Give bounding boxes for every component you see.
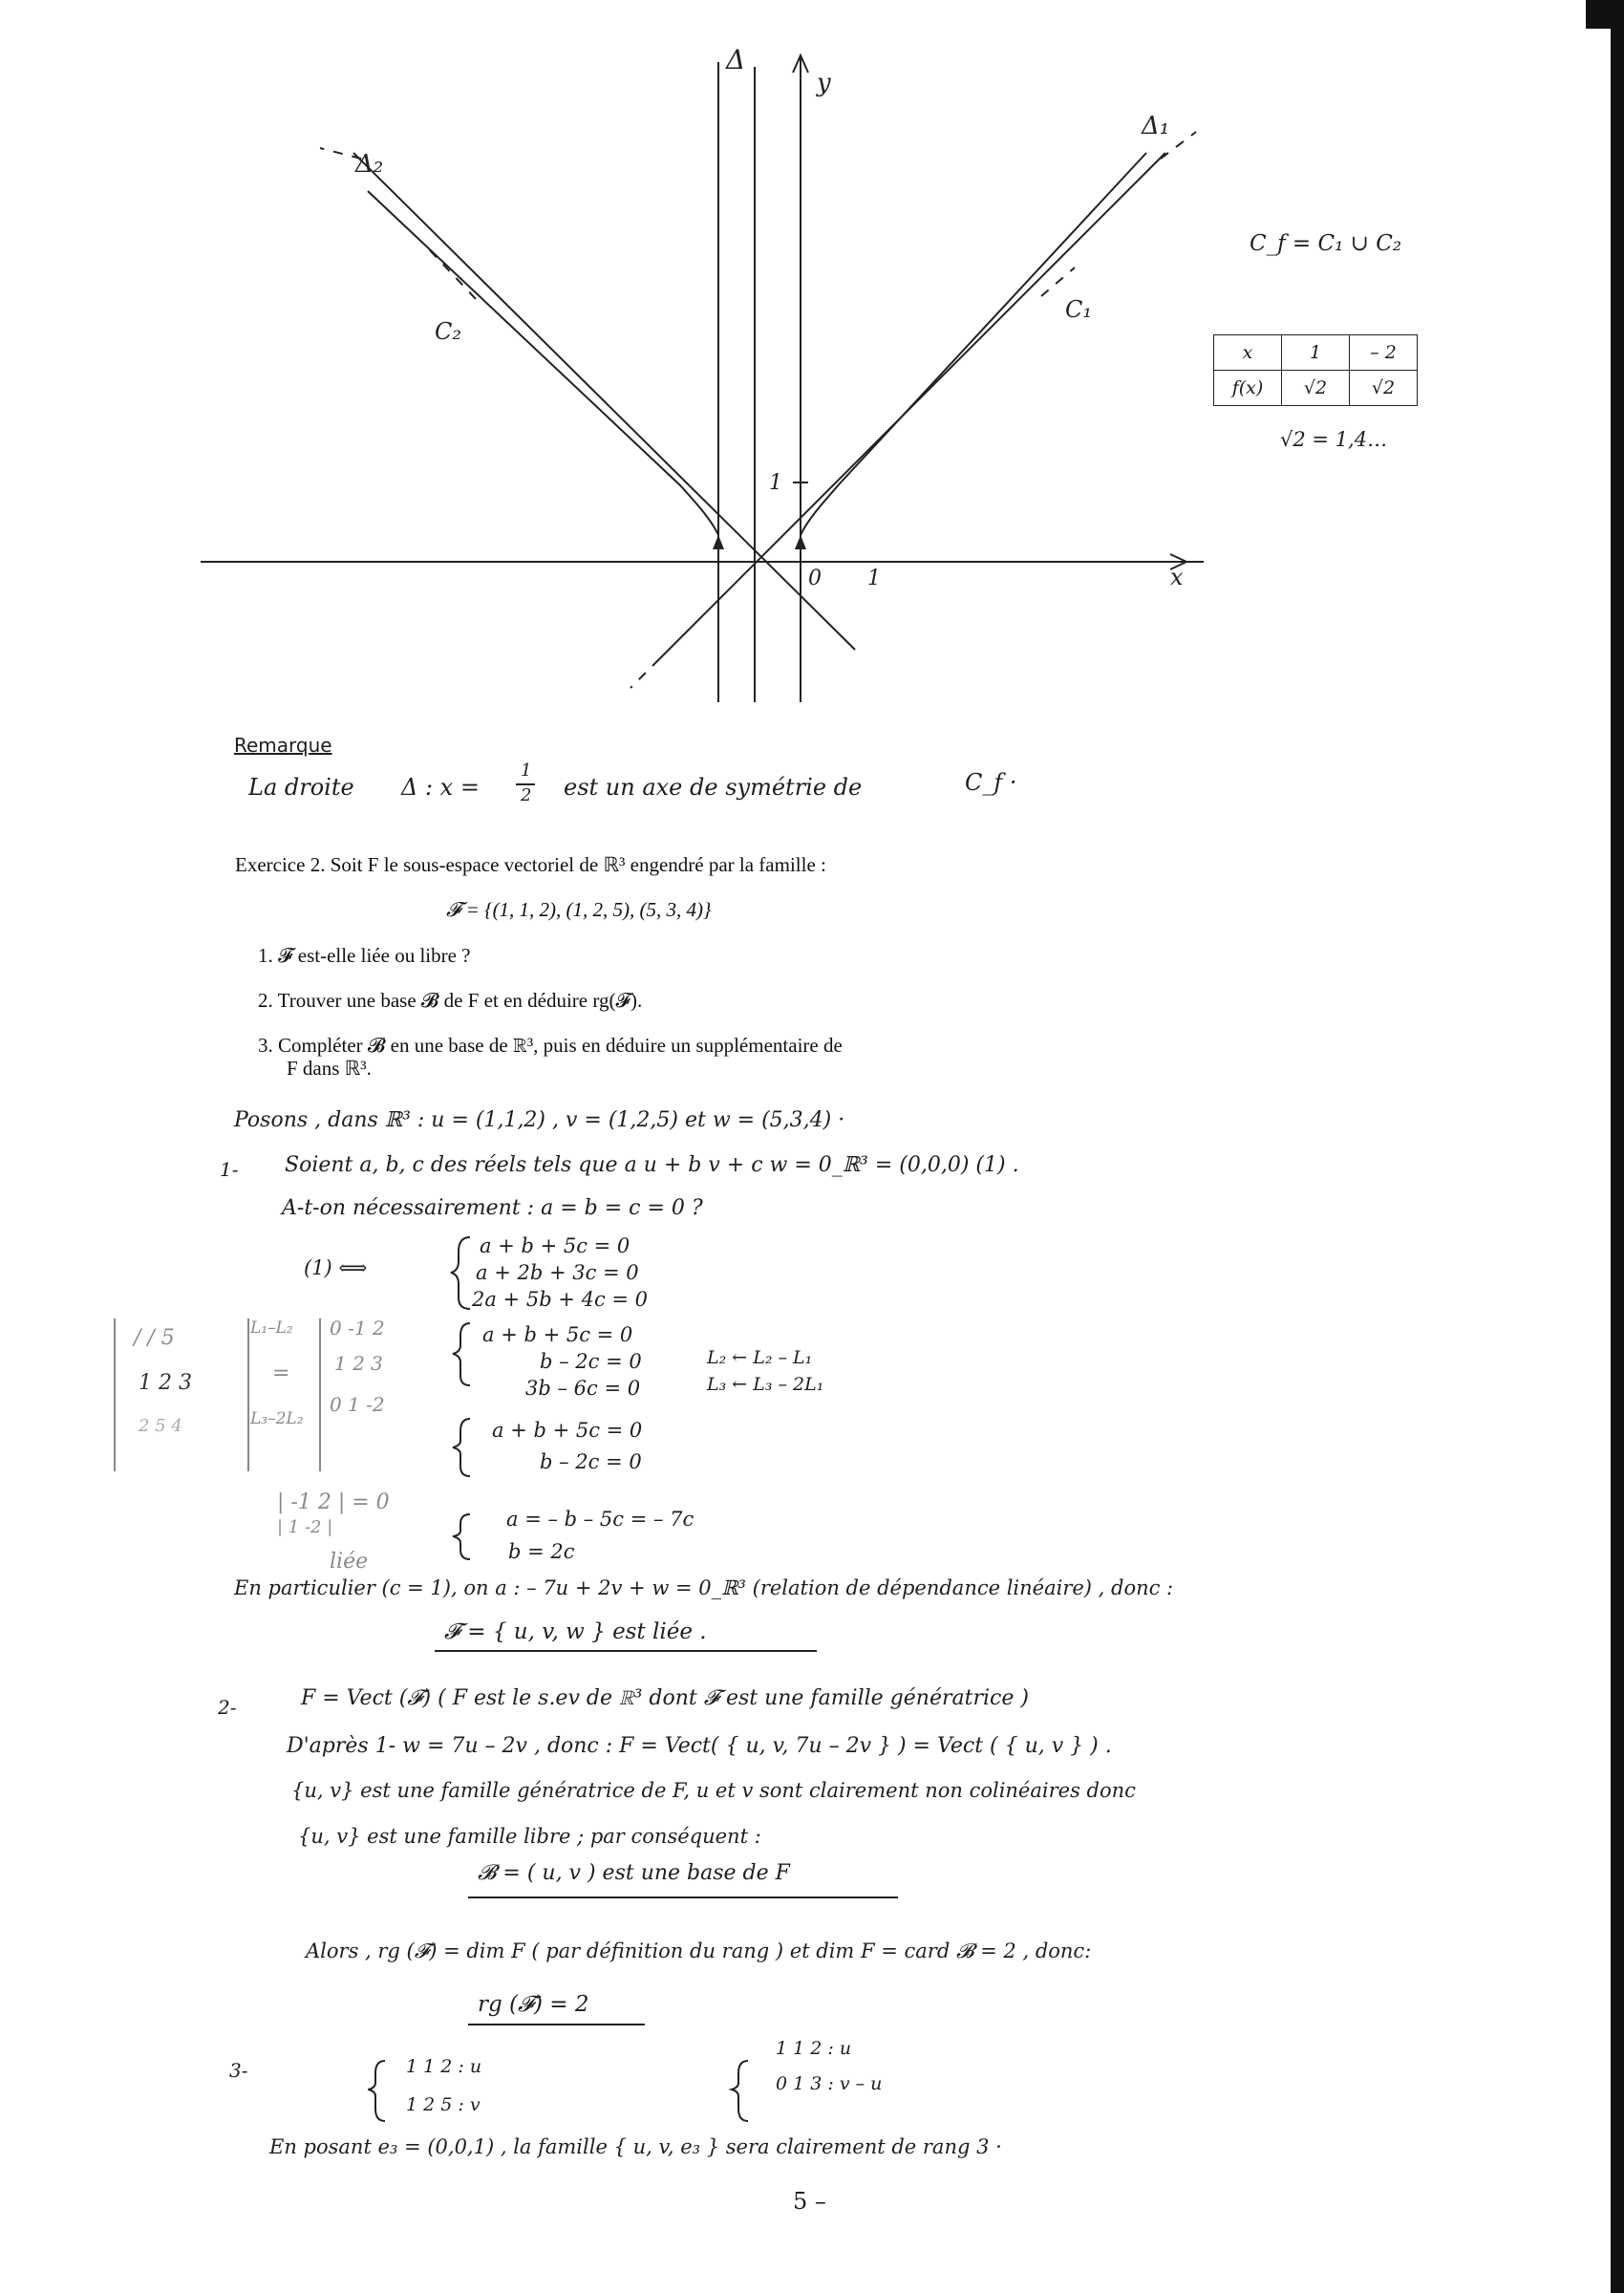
sys2-eq2: b – 2c = 0 bbox=[540, 1350, 642, 1373]
exercice-q3a: 3. Compléter 𝓑 en une base de ℝ³, puis en déduire un supplémentaire de bbox=[258, 1034, 843, 1057]
sys3-eq1: a + b + 5c = 0 bbox=[492, 1419, 643, 1442]
table-row-fx: f(x) bbox=[1214, 371, 1282, 406]
asymptote-dash-left bbox=[430, 250, 478, 301]
margin-r2: 1 2 3 bbox=[334, 1352, 383, 1375]
sys2-eq1: a + b + 5c = 0 bbox=[482, 1323, 633, 1346]
c2-start-arrow bbox=[713, 535, 724, 549]
base-result: 𝓑 = ( u, v ) est une base de F bbox=[478, 1861, 790, 1885]
s3-sys2-row1: 1 1 2 : u bbox=[776, 2038, 852, 2059]
s3-number: 3- bbox=[229, 2059, 248, 2082]
table-header-1: 1 bbox=[1282, 335, 1350, 371]
one-y-label: 1 bbox=[769, 471, 782, 495]
page-number: 5 – bbox=[793, 2188, 826, 2215]
s1-number: 1- bbox=[220, 1158, 239, 1181]
alors-line: Alors , rg (𝓕) = dim F ( par définition du rang ) et dim F = card 𝓑 = 2 , donc: bbox=[306, 1939, 1092, 1962]
c1-start-arrow bbox=[795, 535, 806, 549]
zero-label: 0 bbox=[808, 567, 822, 590]
s2-apres: D'après 1- w = 7u – 2v , donc : F = Vect( { u, v, 7u – 2v } ) = Vect ( { u, v } ) . bbox=[287, 1734, 1112, 1758]
delta-dash-bottom-left bbox=[630, 659, 659, 688]
en-particulier-line: En particulier (c = 1), on a : – 7u + 2v + w = 0_ℝ³ (relation de dépendance linéaire) , donc : bbox=[234, 1576, 1174, 1599]
sqrt-note: √2 = 1,4… bbox=[1280, 428, 1388, 451]
table-header-x: x bbox=[1214, 335, 1282, 371]
c1-label: C₁ bbox=[1065, 296, 1092, 323]
curve-c2 bbox=[368, 191, 718, 535]
exercice-family: 𝓕 = {(1, 1, 2), (1, 2, 5), (5, 3, 4)} bbox=[446, 898, 712, 921]
delta1-line bbox=[659, 153, 1165, 659]
op-l2: L₂ ← L₂ – L₁ bbox=[707, 1347, 813, 1368]
sys4-eq1: a = – b – 5c = – 7c bbox=[506, 1508, 694, 1531]
remarque-text-c: est un axe de symétrie de bbox=[564, 774, 863, 801]
s2-generatrice: {u, v} est une famille génératrice de F, u et v sont clairement non colinéaires donc bbox=[291, 1779, 1136, 1802]
remarque-frac-den: 2 bbox=[521, 785, 532, 805]
y-label: y bbox=[817, 69, 831, 97]
x-label: x bbox=[1170, 564, 1184, 590]
sys1-eq3: 2a + 5b + 4c = 0 bbox=[472, 1288, 649, 1311]
base-underline bbox=[468, 1897, 898, 1898]
exercice-statement: Exercice 2. Soit F le sous-espace vectoriel de ℝ³ engendré par la famille : bbox=[235, 853, 826, 876]
margin-op-a: L₁–L₂ bbox=[250, 1318, 293, 1338]
margin-matrix-bars bbox=[105, 1309, 353, 1481]
sys4-eq2: b = 2c bbox=[508, 1540, 575, 1563]
margin-op-b: = bbox=[272, 1361, 290, 1385]
sys1-eq2: a + 2b + 3c = 0 bbox=[476, 1261, 639, 1284]
equiv-sign: (1) ⟺ bbox=[304, 1256, 368, 1279]
rang-underline bbox=[468, 2024, 645, 2025]
s1-line: Soient a, b, c des réels tels que a u + b v + c w = 0_ℝ³ = (0,0,0) (1) . bbox=[285, 1153, 1019, 1177]
s2-libre: {u, v} est une famille libre ; par conséquent : bbox=[298, 1825, 761, 1848]
famille-liee: 𝓕 = { u, v, w } est liée . bbox=[444, 1619, 707, 1644]
s2-line: F = Vect (𝓕) ( F est le s.ev de ℝ³ dont 𝓕 est une famille génératrice ) bbox=[301, 1686, 1029, 1710]
values-table bbox=[1213, 334, 1418, 406]
margin-matrix-row1: / / 5 bbox=[134, 1326, 175, 1350]
remarque-frac-num: 1 bbox=[521, 761, 532, 781]
exercice-q3b: F dans ℝ³. bbox=[287, 1057, 372, 1080]
s3-sys2-row2: 0 1 3 : v – u bbox=[776, 2073, 883, 2094]
rang-result: rg (𝓕) = 2 bbox=[478, 1992, 589, 2017]
remarque-text-a: La droite bbox=[248, 774, 354, 801]
remarque-text-b: Δ : x = bbox=[401, 774, 480, 801]
delta2-line bbox=[353, 153, 855, 650]
delta2-label: Δ₂ bbox=[355, 150, 384, 179]
margin-det: | -1 2 | = 0 bbox=[277, 1490, 390, 1514]
liee-underline bbox=[435, 1650, 817, 1652]
one-x-label: 1 bbox=[867, 567, 881, 590]
op-l3: L₃ ← L₃ – 2L₁ bbox=[707, 1374, 824, 1395]
posons-line: Posons , dans ℝ³ : u = (1,1,2) , v = (1,2,5) et w = (5,3,4) · bbox=[234, 1108, 845, 1132]
s3-sys1-row1: 1 1 2 : u bbox=[406, 2056, 482, 2077]
margin-liee: liée bbox=[330, 1550, 369, 1574]
en-posant-line: En posant e₃ = (0,0,1) , la famille { u, v, e₃ } sera clairement de rang 3 · bbox=[269, 2135, 1002, 2158]
margin-r1: 0 -1 2 bbox=[330, 1317, 385, 1339]
exercice-q1: 1. 𝓕 est-elle liée ou libre ? bbox=[258, 944, 471, 967]
table-header-2: – 2 bbox=[1350, 335, 1418, 371]
sys2-eq3: 3b – 6c = 0 bbox=[525, 1377, 641, 1400]
cf-equation: C_f = C₁ ∪ C₂ bbox=[1250, 231, 1402, 256]
margin-op-c: L₃–2L₂ bbox=[250, 1409, 304, 1428]
s3-sys1-row2: 1 2 5 : v bbox=[406, 2094, 481, 2115]
margin-det2: | 1 -2 | bbox=[277, 1517, 333, 1537]
margin-matrix-row2: 1 2 3 bbox=[139, 1371, 192, 1395]
table-value-1: √2 bbox=[1282, 371, 1350, 406]
exercice-q2: 2. Trouver une base 𝓑 de F et en déduire rg(𝓕). bbox=[258, 989, 643, 1012]
sys3-eq2: b – 2c = 0 bbox=[540, 1450, 642, 1473]
sys1-eq1: a + b + 5c = 0 bbox=[480, 1234, 630, 1257]
s1-question: A-t-on nécessairement : a = b = c = 0 ? bbox=[282, 1196, 703, 1220]
s2-number: 2- bbox=[218, 1696, 237, 1719]
remarque-text-d: C_f · bbox=[965, 769, 1017, 796]
remarque-title: Remarque bbox=[234, 734, 332, 757]
delta1-label: Δ₁ bbox=[1142, 112, 1170, 140]
margin-matrix-row3: 2 5 4 bbox=[139, 1416, 182, 1436]
table-value-2: √2 bbox=[1350, 371, 1418, 406]
margin-r3: 0 1 -2 bbox=[330, 1393, 385, 1416]
c2-label: C₂ bbox=[435, 318, 461, 345]
delta-label: Δ bbox=[726, 44, 746, 75]
